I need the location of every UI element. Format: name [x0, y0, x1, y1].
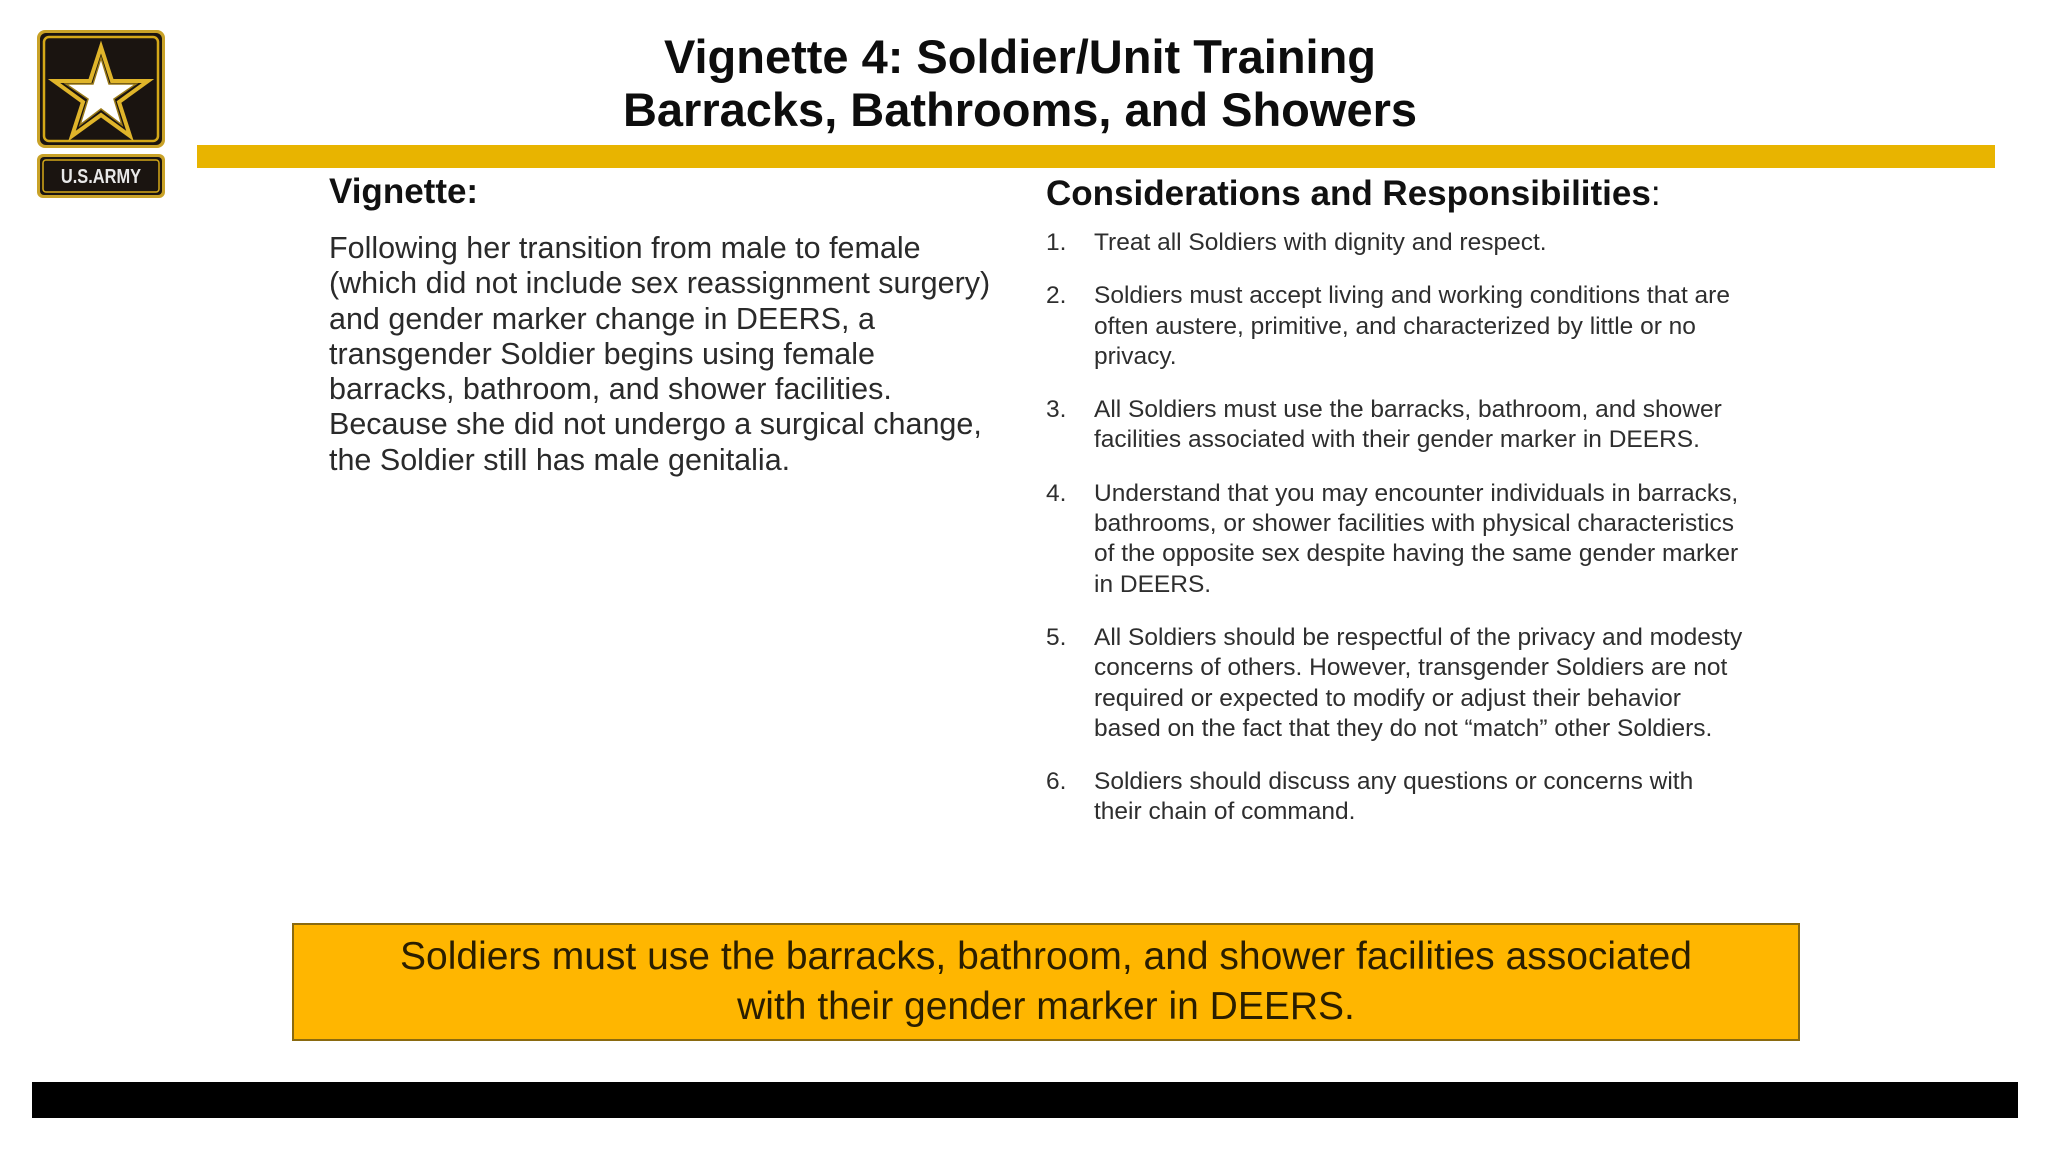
considerations-heading-colon: : — [1650, 174, 1661, 213]
list-item-text: All Soldiers must use the barracks, bathroom, and shower facilities associated with their gender marker in DEERS. — [1094, 396, 1722, 454]
list-item — [1046, 395, 1746, 456]
vignette-body: Following her transition from male to female (which did not include sex reassignment surgery) and gender marker change in DEERS, a transgender Soldier begins using female barracks, bathroom, and shower facilities. Because she did not undergo a surgical change, the Soldier still has male genitalia. — [329, 231, 991, 477]
title-line-1: Vignette 4: Soldier/Unit Training — [663, 30, 1377, 83]
list-item-number: 6. — [1046, 768, 1067, 796]
vignette-heading: Vignette: — [329, 172, 479, 211]
list-item-text: Understand that you may encounter individuals in barracks, bathrooms, or shower facilities with physical characteristics of the opposite sex despite having the same gender marker in DEERS. — [1094, 479, 1739, 598]
key-takeaway-banner — [292, 923, 1800, 1041]
vignette-section — [329, 168, 1009, 478]
responsibilities-list — [1046, 228, 1746, 828]
list-item-number: 4. — [1046, 479, 1067, 507]
list-item-text: All Soldiers should be respectful of the privacy and modesty concerns of others. However, transgender Soldiers are not required or expected to modify or adjust their behavior based on the fact that they do not “match” other Soldiers. — [1094, 623, 1743, 742]
considerations-heading-text: Considerations and Responsibilities — [1046, 174, 1651, 213]
footer-bar — [32, 1082, 2018, 1118]
army-wordmark: U.S.ARMY — [60, 166, 142, 188]
list-item-number: 1. — [1046, 229, 1067, 256]
banner-line-2: with their gender marker in DEERS. — [737, 985, 1355, 1028]
list-item-text: Soldiers must accept living and working conditions that are often austere, primitive, and characterized by little or no privacy. — [1094, 282, 1730, 370]
considerations-section — [1046, 168, 1746, 851]
list-item-number: 3. — [1046, 396, 1067, 424]
list-item-number: 5. — [1046, 623, 1067, 651]
list-item-text: Soldiers should discuss any questions or concerns with their chain of command. — [1094, 768, 1694, 826]
gold-divider — [197, 145, 1995, 168]
considerations-heading — [1046, 172, 1746, 216]
list-item — [1046, 228, 1746, 258]
title-line-2: Barracks, Bathrooms, and Showers — [622, 83, 1418, 136]
list-item — [1046, 479, 1746, 600]
us-army-logo — [36, 29, 166, 199]
list-item-number: 2. — [1046, 282, 1067, 310]
list-item — [1046, 281, 1746, 372]
list-item-text: Treat all Soldiers with dignity and respect. — [1094, 229, 1547, 256]
banner-line-1: Soldiers must use the barracks, bathroom, and shower facilities associated — [400, 935, 1692, 978]
list-item — [1046, 623, 1746, 744]
slide-title — [400, 30, 1640, 136]
list-item — [1046, 767, 1746, 828]
